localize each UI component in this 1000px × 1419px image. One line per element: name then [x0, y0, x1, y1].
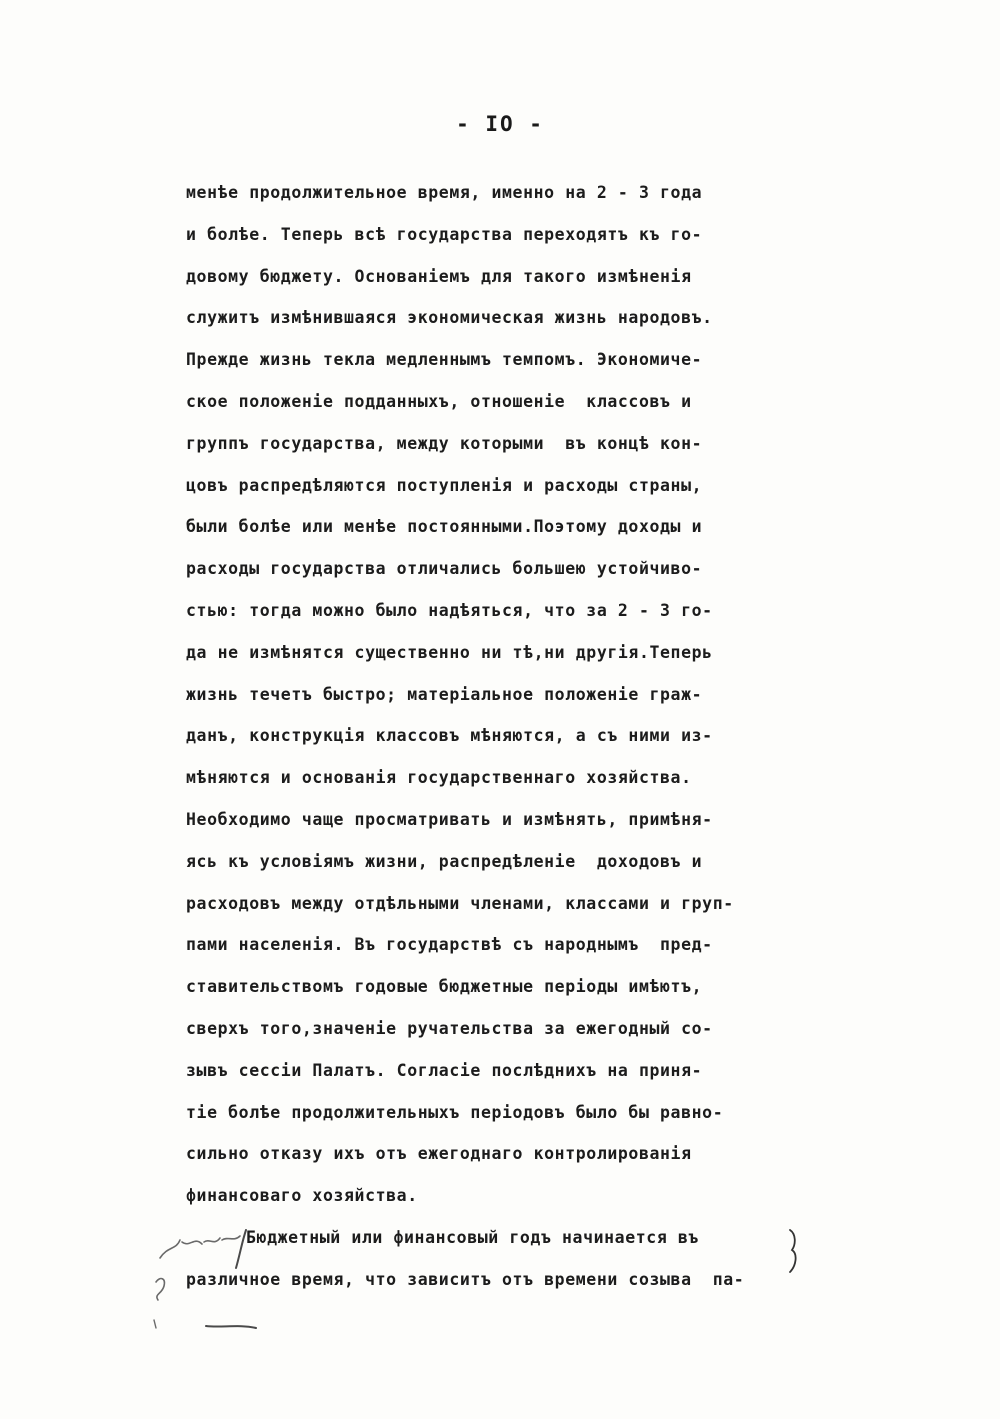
- handwritten-margin-note-icon: [150, 1228, 260, 1338]
- text-line: цовъ распредѣляются поступленiя и расходы страны,: [186, 475, 703, 495]
- text-line: ское положенiе подданныхъ, отношенiе классовъ и: [186, 391, 692, 411]
- bracket-mark-icon: [786, 1228, 800, 1274]
- text-line: довому бюджету. Основанiемъ для такого измѣненiя: [186, 266, 692, 286]
- text-line: да не измѣнятся существенно ни тѣ,ни другiя.Теперь: [186, 642, 713, 662]
- text-line: были болѣе или менѣе постоянными.Поэтому доходы и: [186, 517, 703, 537]
- text-line: сверхъ того,значенiе ручательства за ежегодный со-: [186, 1018, 713, 1038]
- text-line: расходовъ между отдѣльными членами, классами и груп-: [186, 893, 734, 913]
- text-line: различное время, что зависитъ отъ времени созыва па-: [186, 1269, 745, 1289]
- text-line: менѣе продолжительное время, именно на 2 - 3 года: [186, 183, 703, 202]
- text-line: расходы государства отличались большею устойчиво-: [186, 559, 703, 579]
- body-text: [186, 172, 846, 1301]
- text-line: финансоваго хозяйства.: [186, 1186, 418, 1206]
- text-line: мѣняются и основанiя государственнаго хозяйства.: [186, 768, 692, 788]
- text-line: группъ государства, между которыми въ концѣ кон-: [186, 433, 703, 453]
- text-line: зывъ сессiи Палатъ. Согласiе послѣднихъ на приня-: [186, 1060, 703, 1080]
- text-line: стью: тогда можно было надѣяться, что за 2 - 3 го-: [186, 600, 713, 620]
- text-line: данъ, конструкцiя классовъ мѣняются, а съ ними из-: [186, 726, 713, 746]
- text-line: служитъ измѣнившаяся экономическая жизнь народовъ.: [186, 308, 713, 328]
- text-line: и болѣе. Теперь всѣ государства переходятъ къ го-: [186, 224, 703, 244]
- text-line: жизнь течетъ быстро; матерiальное положенiе граж-: [186, 684, 703, 704]
- text-line: тiе болѣе продолжительныхъ перiодовъ было бы равно-: [186, 1102, 724, 1122]
- text-line: сильно отказу ихъ отъ ежегоднаго контролированiя: [186, 1144, 692, 1164]
- paragraph-start-line: Бюджетный или финансовый годъ начинается въ: [246, 1227, 699, 1247]
- text-line: Необходимо чаще просматривать и измѣнять, примѣня-: [186, 809, 713, 829]
- text-line: ставительствомъ годовые бюджетные перiоды имѣютъ,: [186, 977, 703, 997]
- text-line: ясь къ условiямъ жизни, распредѣленiе доходовъ и: [186, 851, 703, 871]
- page-number: - IO -: [456, 112, 544, 136]
- text-line: Прежде жизнь текла медленнымъ темпомъ. Экономиче-: [186, 350, 703, 370]
- text-line: пами населенiя. Въ государствѣ съ народнымъ пред-: [186, 935, 713, 955]
